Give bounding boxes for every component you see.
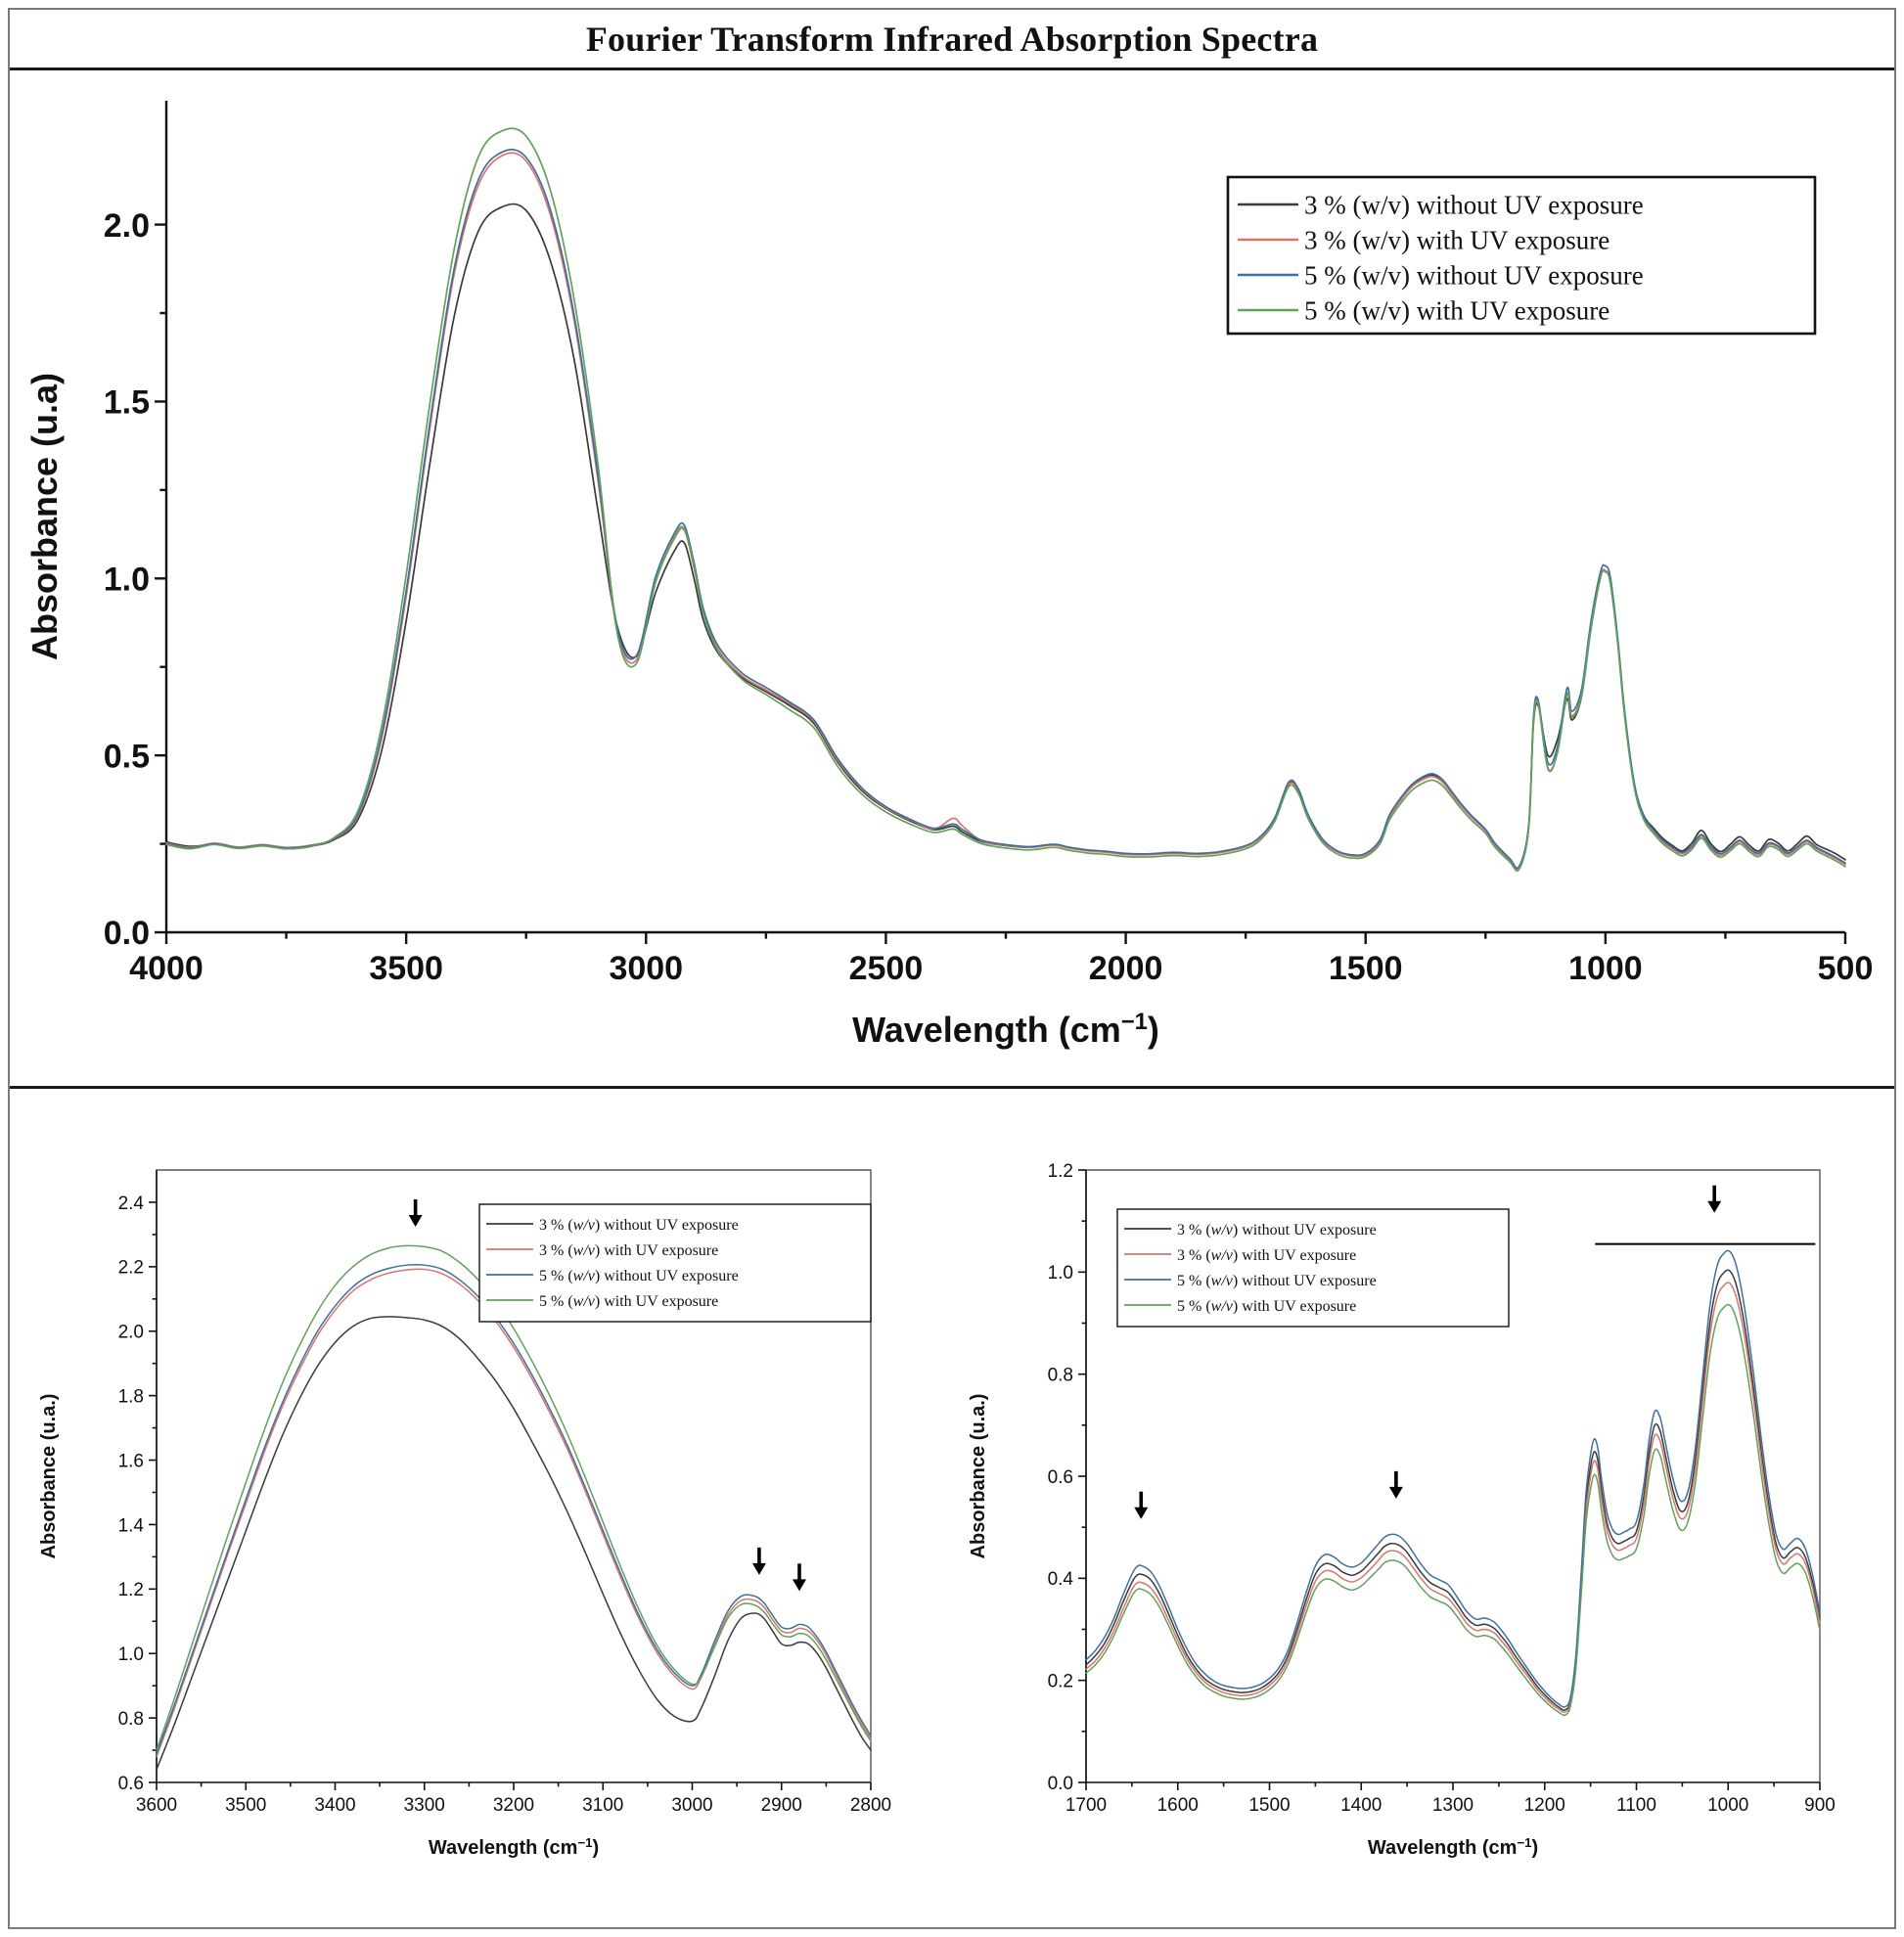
page-title: Fourier Transform Infrared Absorption Spectra — [585, 19, 1319, 59]
svg-text:Absorbance (u.a.): Absorbance (u.a.) — [38, 1393, 60, 1559]
svg-text:1000: 1000 — [1568, 950, 1643, 987]
svg-text:Absorbance (u.a.): Absorbance (u.a.) — [968, 1393, 989, 1559]
inset-charts-panel — [10, 1092, 1894, 1929]
svg-text:0.8: 0.8 — [1047, 1365, 1073, 1386]
svg-text:2.0: 2.0 — [103, 206, 150, 245]
svg-text:1500: 1500 — [1248, 1795, 1291, 1816]
down-arrow-annotation — [1134, 1492, 1148, 1519]
svg-text:5 % (w/v) without UV exposure: 5 % (w/v) without UV exposure — [1177, 1272, 1377, 1289]
svg-text:1400: 1400 — [1340, 1795, 1383, 1816]
svg-text:5 % (w/v) with UV exposure: 5 % (w/v) with UV exposure — [539, 1292, 719, 1310]
svg-text:3500: 3500 — [225, 1795, 267, 1816]
svg-text:3500: 3500 — [369, 950, 443, 987]
svg-text:1.2: 1.2 — [1047, 1160, 1073, 1182]
svg-text:5 % (w/v) with UV exposure: 5 % (w/v) with UV exposure — [1177, 1297, 1357, 1315]
svg-text:1.5: 1.5 — [103, 383, 150, 422]
svg-text:1500: 1500 — [1328, 950, 1403, 987]
inset-right-chart — [939, 1092, 1879, 1929]
svg-text:500: 500 — [1817, 950, 1874, 987]
svg-text:1100: 1100 — [1616, 1795, 1656, 1816]
svg-text:900: 900 — [1804, 1795, 1836, 1816]
svg-text:3 % (w/v) with UV exposure: 3 % (w/v) with UV exposure — [1304, 225, 1610, 255]
svg-text:1.0: 1.0 — [103, 561, 150, 599]
svg-text:0.5: 0.5 — [103, 738, 150, 776]
svg-text:3 % (w/v) without UV exposure: 3 % (w/v) without UV exposure — [539, 1216, 739, 1234]
svg-text:1000: 1000 — [1707, 1795, 1749, 1816]
svg-text:3400: 3400 — [314, 1795, 356, 1816]
down-arrow-annotation — [409, 1199, 423, 1227]
svg-text:5 % (w/v) without UV exposure: 5 % (w/v) without UV exposure — [539, 1267, 739, 1284]
svg-text:1.0: 1.0 — [117, 1644, 144, 1666]
figure-title-bar — [10, 10, 1894, 70]
svg-text:3 % (w/v) without UV exposure: 3 % (w/v) without UV exposure — [1177, 1221, 1377, 1239]
svg-text:2.2: 2.2 — [117, 1257, 144, 1279]
svg-text:5 % (w/v) without UV exposure: 5 % (w/v) without UV exposure — [1304, 260, 1644, 291]
svg-text:0.2: 0.2 — [1047, 1671, 1073, 1692]
svg-text:0.6: 0.6 — [117, 1773, 144, 1794]
svg-text:0.0: 0.0 — [1047, 1773, 1073, 1794]
svg-text:0.8: 0.8 — [117, 1708, 144, 1730]
chart-legend — [1117, 1209, 1509, 1327]
svg-text:2.4: 2.4 — [117, 1193, 144, 1214]
svg-text:0.0: 0.0 — [103, 915, 150, 953]
chart-legend — [1228, 177, 1815, 334]
svg-text:2800: 2800 — [849, 1795, 892, 1816]
svg-text:0.4: 0.4 — [1047, 1569, 1073, 1591]
down-arrow-annotation — [793, 1563, 806, 1591]
svg-text:3 % (w/v) with UV exposure: 3 % (w/v) with UV exposure — [1177, 1246, 1357, 1264]
svg-text:1600: 1600 — [1156, 1795, 1199, 1816]
svg-text:2500: 2500 — [848, 950, 924, 987]
inset-left-chart — [10, 1092, 929, 1929]
svg-text:1.4: 1.4 — [117, 1515, 144, 1537]
down-arrow-annotation — [752, 1548, 766, 1575]
down-arrow-annotation — [1707, 1186, 1721, 1213]
down-arrow-annotation — [1389, 1471, 1403, 1499]
svg-text:Absorbance (u.a): Absorbance (u.a) — [24, 372, 65, 661]
svg-text:3300: 3300 — [403, 1795, 445, 1816]
svg-text:3600: 3600 — [135, 1795, 178, 1816]
svg-text:1200: 1200 — [1523, 1795, 1565, 1816]
svg-text:3 % (w/v) without UV exposure: 3 % (w/v) without UV exposure — [1304, 190, 1644, 220]
svg-text:3200: 3200 — [492, 1795, 535, 1816]
svg-text:Wavelength (cm−1): Wavelength $(cm^{-1})$ — [1367, 1834, 1539, 1859]
svg-text:1700: 1700 — [1065, 1795, 1108, 1816]
main-spectrum-chart — [10, 71, 1894, 1089]
svg-text:2000: 2000 — [1088, 950, 1163, 987]
svg-text:3100: 3100 — [582, 1795, 624, 1816]
svg-text:3000: 3000 — [609, 950, 684, 987]
svg-text:5 % (w/v) with UV exposure: 5 % (w/v) with UV exposure — [1304, 295, 1610, 326]
svg-text:2900: 2900 — [760, 1795, 802, 1816]
svg-text:Wavelength (cm−1): Wavelength $(cm^{-1})$ — [852, 1008, 1159, 1050]
svg-text:4000: 4000 — [129, 950, 204, 987]
svg-text:3000: 3000 — [671, 1795, 713, 1816]
svg-text:1.2: 1.2 — [117, 1580, 144, 1601]
main-chart-panel — [10, 71, 1894, 1089]
svg-text:1.8: 1.8 — [117, 1386, 144, 1408]
svg-text:Wavelength (cm−1): Wavelength $(cm^{-1})$ — [428, 1834, 600, 1859]
chart-legend — [479, 1204, 871, 1322]
svg-text:2.0: 2.0 — [117, 1322, 144, 1343]
svg-text:1300: 1300 — [1431, 1795, 1474, 1816]
svg-text:1.6: 1.6 — [117, 1451, 144, 1472]
svg-text:3 % (w/v) with UV exposure: 3 % (w/v) with UV exposure — [539, 1241, 719, 1259]
svg-text:1.0: 1.0 — [1047, 1263, 1073, 1284]
svg-text:0.6: 0.6 — [1047, 1466, 1073, 1488]
